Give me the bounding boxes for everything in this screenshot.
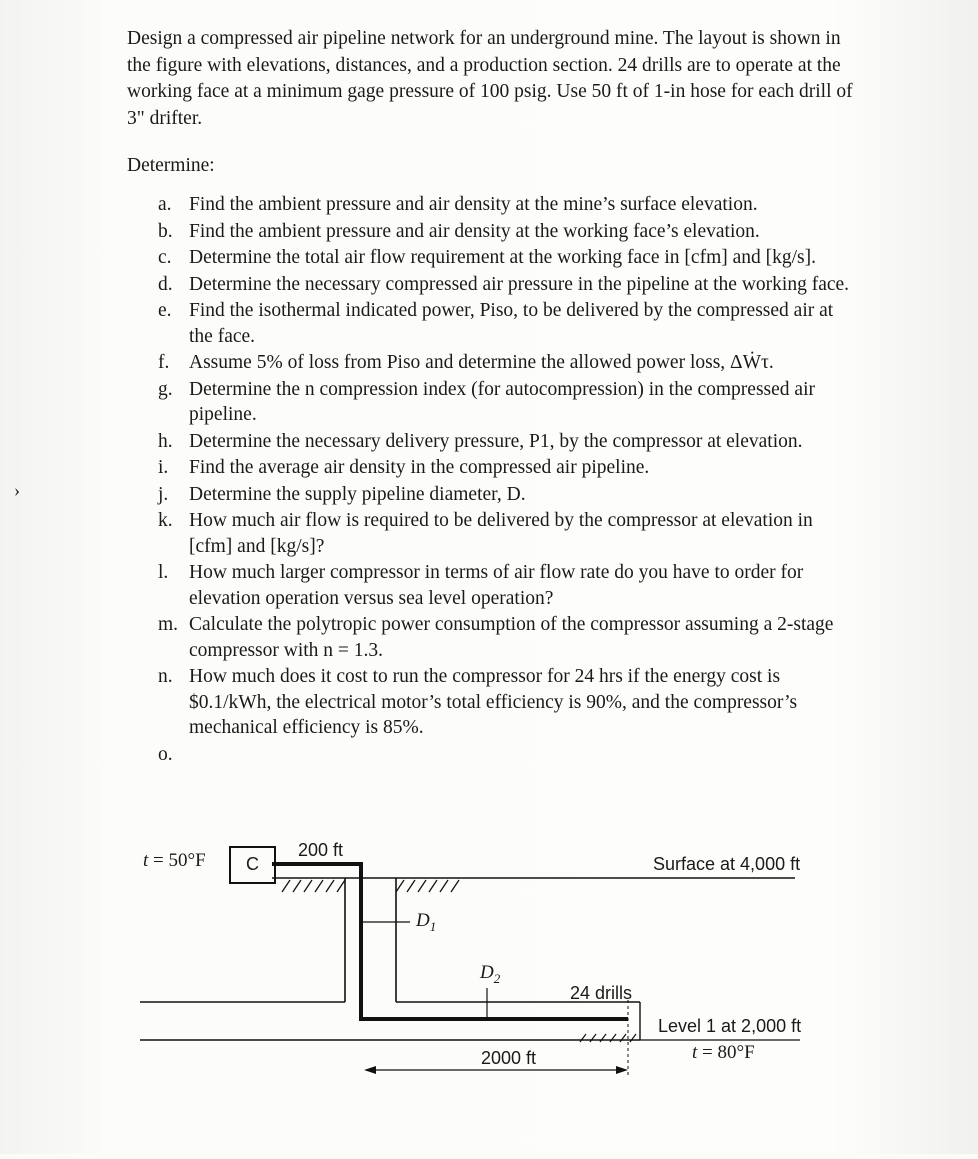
diagram-lines	[0, 830, 978, 1154]
question-item: n. How much does it cost to run the compressor for 24 hrs if the energy cost is $0.1/kWh, the electrical motor’s total efficiency is 90%, and the compressor’s mechanical efficiency is 85%.	[158, 666, 798, 738]
question-item: j. Determine the supply pipeline diameter, D.	[158, 483, 526, 505]
mine-layout-diagram	[0, 830, 978, 1154]
determine-heading: Determine:	[127, 155, 215, 176]
question-item: d. Determine the necessary compressed air pressure in the pipeline at the working face.	[158, 273, 850, 295]
question-item: i. Find the average air density in the compressed air pipeline.	[158, 457, 650, 478]
pipe-d2-label: $D_2$	[480, 962, 501, 986]
surface-elevation-label: Surface at 4,000 ft	[653, 854, 801, 874]
drills-label: 24 drills	[570, 983, 633, 1003]
question-item: c. Determine the total air flow requirement at the working face in [cfm] and [kg/s].	[158, 247, 817, 268]
question-item: b. Find the ambient pressure and air density at the working face’s elevation.	[158, 220, 760, 242]
question-list: a. Find the ambient pressure and air density at the mine’s surface elevation. b. Find the ambient pressure and air density at the working face’s elevation. c. Determine the total air flow requirement at the working face in [cfm] and [kg/s]. d. Determine the necessary compressed air pressure in the pipeline at the working face. e. Find the isothermal indicated power, Piso, to be delivered by the compressed air at the face. f. Assume 5% of loss from Piso and determine the allowed power loss, ΔẆτ. g. Determine the n compression index (for autocompression) in the compressed air pipeline. h. Determine the necessary delivery pressure, P1, by the compressor at elevation. i. Find the average air density in the compressed air pipeline. j. Determine the supply pipeline diameter, D. k. How much air flow is required to be delivered by the compressor at elevation in [cfm] and [kg/s]? l. How much larger compressor in terms of air flow rate do you have to order for elevation operation versus sea level operation? m. Calculate the polytropic power consumption of the compressor assuming a 2-stage compressor with n = 1.3. n. How much does it cost to run the compressor for 24 hrs if the energy cost is $0.1/kWh, the electrical motor’s total efficiency is 90%, and the compressor’s mechanical efficiency is 85%. o.	[158, 192, 858, 742]
question-item: m. Calculate the polytropic power consumption of the compressor assuming a 2-stage compressor with n = 1.3.	[158, 614, 834, 661]
question-item: e. Find the isothermal indicated power, Piso, to be delivered by the compressed air at the face.	[158, 300, 834, 347]
drift-length: 2000 ft	[481, 1048, 537, 1068]
question-item: k. How much air flow is required to be delivered by the compressor at elevation in [cfm] and [kg/s]?	[158, 510, 813, 557]
surface-temperature: t = 50°F	[143, 850, 206, 871]
question-item: f. Assume 5% of loss from Piso and determine the allowed power loss, ΔẆτ.	[158, 352, 774, 373]
pipe-d1-label: $D_1$	[416, 910, 437, 934]
margin-mark: ›	[14, 480, 20, 500]
question-item: g. Determine the n compression index (for autocompression) in the compressed air pipeline.	[158, 378, 815, 425]
question-item: h. Determine the necessary delivery pressure, P1, by the compressor at elevation.	[158, 430, 803, 452]
question-item: a. Find the ambient pressure and air density at the mine’s surface elevation.	[158, 194, 758, 215]
level-temperature: t = 80°F	[692, 1042, 755, 1063]
problem-statement: Design a compressed air pipeline network for an underground mine. The layout is shown in the figure with elevations, distances, and a production section. 24 drills are to operate at the working face at a minimum gage pressure of 100 psig. Use 50 ft of 1-in hose for each drill of 3" drifter.	[127, 28, 853, 129]
surface-pipe-length: 200 ft	[298, 840, 344, 860]
level-elevation-label: Level 1 at 2,000 ft	[658, 1016, 802, 1036]
compressor-box: C	[229, 846, 276, 884]
question-item: l. How much larger compressor in terms of air flow rate do you have to order for elevation operation versus sea level operation?	[158, 562, 804, 609]
